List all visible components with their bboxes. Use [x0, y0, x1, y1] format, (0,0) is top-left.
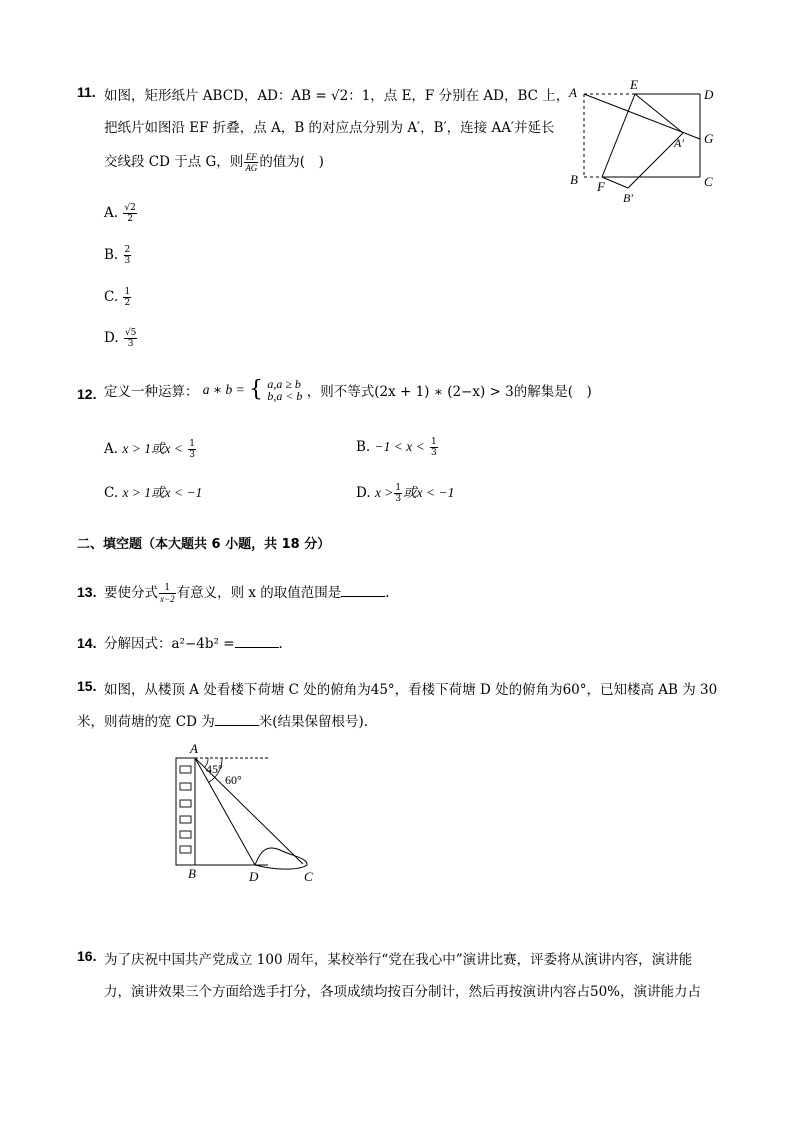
- label-c: C: [304, 869, 313, 884]
- question-number: 15.: [77, 678, 97, 694]
- question-number: 11.: [77, 84, 96, 100]
- label-a-prime: A′: [674, 136, 684, 150]
- window: [180, 783, 191, 790]
- question-text-line: 米，则荷塘的宽 CD 为 米(结果保留根号).: [77, 714, 369, 730]
- fraction: $\frac{1}{3}$: [431, 437, 437, 458]
- angle-60-label: 60°: [225, 773, 242, 787]
- fraction: $\frac{√2}{2}$: [124, 203, 136, 224]
- edge-fb1: [602, 177, 628, 188]
- question-text-line: 为了庆祝中国共产党成立 100 周年，某校举行“党在我心中”演讲比赛，评委将从演讲内容，演讲能: [104, 952, 693, 968]
- option-a[interactable]: A. x > 1或x < $\frac{1}{3}$: [104, 439, 195, 460]
- fraction: $\frac{1}{3}$: [189, 439, 195, 460]
- building: [176, 758, 195, 865]
- question-text-line: 力，演讲效果三个方面给选手打分，各项成绩均按百分制计，然后再按演讲内容占50%，演讲能力占: [104, 984, 702, 1000]
- window: [180, 800, 191, 807]
- answer-blank[interactable]: [341, 584, 385, 597]
- label-d: D: [249, 869, 259, 884]
- fold-line-ef: [602, 94, 635, 177]
- edge-ea1: [635, 94, 683, 133]
- label-e: E: [630, 77, 638, 92]
- question-number: 13.: [77, 584, 97, 600]
- left-brace: {: [249, 377, 264, 402]
- question-number: 14.: [77, 635, 97, 651]
- question-number: 12.: [77, 386, 97, 402]
- fraction: $\frac{2}{3}$: [124, 245, 131, 266]
- question-number: 16.: [77, 948, 97, 964]
- question-text-line: 定义一种运算： a ∗ b = { a,a ≥ b b,a < b ，则不等式(2x + 1) ∗ (2−x) > 3的解集是( ): [104, 377, 592, 403]
- window: [180, 846, 191, 853]
- label-a: A: [190, 741, 198, 756]
- question-text-line: 如图，矩形纸片 ABCD，AD：AB = √2：1，点 E，F 分别在 AD，BC 上，: [104, 88, 570, 104]
- q14-block: 14. 分解因式：a²−4b² = .: [77, 635, 283, 652]
- label-c: C: [704, 174, 713, 189]
- option-d[interactable]: D. x > $\frac{1}{3}$ 或x < −1: [356, 483, 455, 504]
- label-b: B: [188, 866, 196, 881]
- q13-block: 13. 要使分式 $\frac{1}{x-2}$ 有意义，则 x 的取值范围是 .: [77, 583, 390, 604]
- pond: [255, 848, 307, 869]
- answer-blank[interactable]: [235, 635, 279, 648]
- section-heading: 二、填空题（本大题共 6 小题，共 18 分）: [77, 537, 331, 552]
- label-b-prime: B′: [623, 191, 633, 205]
- fraction: $\frac{1}{3}$: [395, 483, 402, 504]
- question-text-line: 把纸片如图沿 EF 折叠，点 A，B 的对应点分别为 A′，B′，连接 AA′并延长: [104, 120, 555, 136]
- question-text-line: 如图，从楼顶 A 处看楼下荷塘 C 处的俯角为45°，看楼下荷塘 D 处的俯角为60°，已知楼高 AB 为 30: [104, 682, 718, 698]
- option-b[interactable]: B. $\frac{2}{3}$: [104, 245, 131, 266]
- option-c[interactable]: C. $\frac{1}{2}$: [104, 287, 131, 308]
- answer-blank[interactable]: [215, 713, 259, 726]
- building-pond-figure: [168, 740, 328, 885]
- label-a: A: [569, 85, 577, 100]
- label-g: G: [704, 131, 714, 146]
- piecewise-cases: a,a ≥ b b,a < b: [267, 377, 303, 403]
- label-f: F: [597, 179, 605, 194]
- option-c[interactable]: C. x > 1或x < −1: [104, 485, 203, 501]
- fraction: $\frac{EF}{AG}$: [245, 152, 258, 173]
- fraction: $\frac{1}{x-2}$: [160, 583, 175, 604]
- window: [180, 831, 191, 838]
- fraction: $\frac{√5}{3}$: [124, 328, 137, 349]
- option-d[interactable]: D. $\frac{√5}{3}$: [104, 328, 137, 349]
- label-b: B: [570, 172, 578, 187]
- option-a[interactable]: A. $\frac{√2}{2}$: [104, 203, 136, 224]
- window: [180, 816, 191, 823]
- label-d: D: [704, 87, 714, 102]
- angle-45-label: 45°: [206, 762, 223, 776]
- option-b[interactable]: B. −1 < x < $\frac{1}{3}$: [356, 437, 437, 458]
- fraction: $\frac{1}{2}$: [124, 287, 131, 308]
- question-text-line: 交线段 CD 于点 G，则 $\frac{EF}{AG}$ 的值为( ): [104, 152, 324, 173]
- rectangle-fold-figure: [560, 76, 730, 206]
- window: [180, 766, 191, 773]
